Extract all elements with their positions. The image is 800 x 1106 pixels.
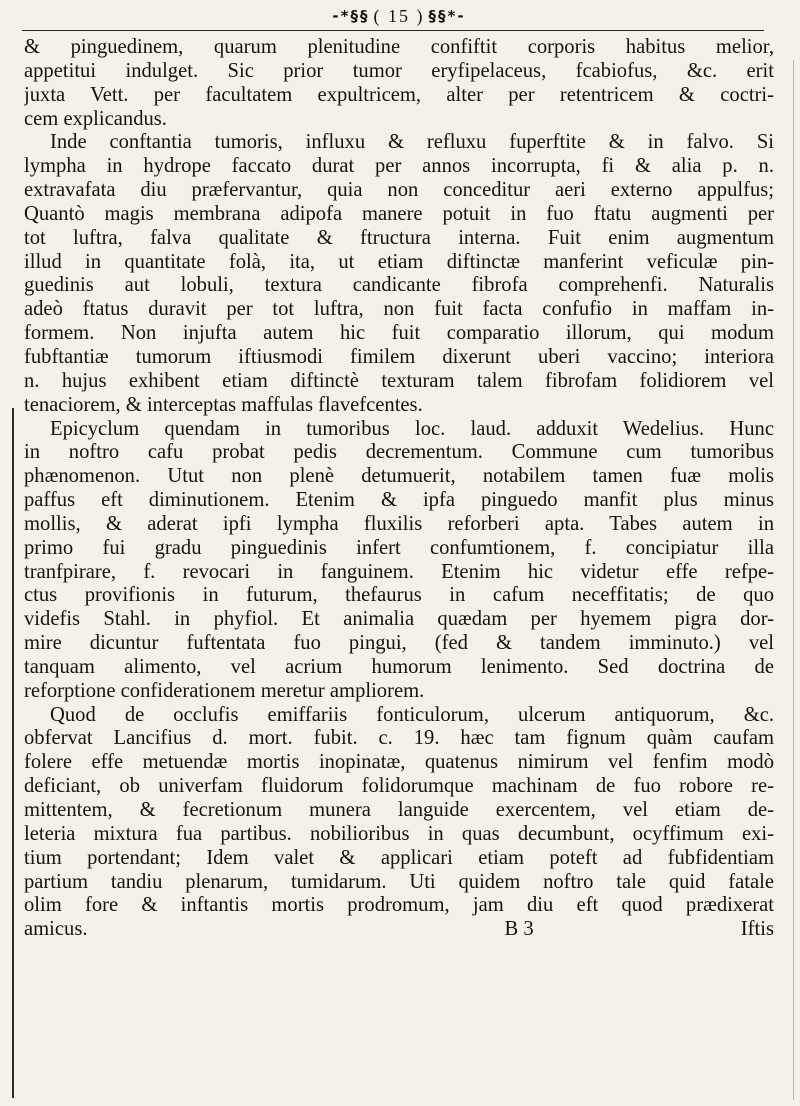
page-number: ( 15 ) (373, 5, 425, 26)
text-line: obfervat Lancifius d. mort. fubit. c. 19. hæc tam fignum quàm caufam (24, 727, 774, 750)
text-line: & pinguedinem, quarum plenitudine confiftit corporis habitus melior, (24, 36, 774, 58)
text-line: mollis, & aderat ipfi lympha fluxilis reforberi apta. Tabes autem in (24, 512, 774, 535)
text-line: cem explicandus. (24, 107, 167, 130)
text-line: videfis Stahl. in phyfiol. Et animalia quædam per hyemem pigra dor- (24, 608, 774, 631)
text-line: Epicyclum quendam in tumoribus loc. laud. adduxit Wedelius. Hunc (50, 417, 774, 440)
page-footer (24, 918, 774, 942)
text-line: tanquam alimento, vel acrium humorum lenimento. Sed doctrina de (24, 655, 774, 678)
text-line: deficiant, ob univerfam fluidorum folidorumque machinam de fuo robore re- (24, 775, 774, 798)
text-line: olim fore & inftantis mortis prodromum, jam diu eft quod prædixerat (24, 894, 774, 917)
text-line: folere effe metuendæ mortis inopinatæ, quatenus nimirum vel fenfim modò (24, 751, 774, 774)
text-line: Quantò magis membrana adipofa manere potuit in fuo ftatu augmenti per (24, 202, 774, 225)
text-line: Inde conftantia tumoris, influxu & refluxu fuperftite & in falvo. Si (50, 131, 774, 154)
catchword: Iftis (740, 918, 774, 941)
text-line: lympha in hydrope faccato durat per annos incorrupta, fi & alia p. n. (24, 155, 774, 178)
text-line: adeò ftatus duravit per tot luftra, non fuit facta confufio in maffam in- (24, 298, 774, 321)
text-line: appetitui indulget. Sic prior tumor eryfipelaceus, fcabiofus, &c. erit (24, 59, 774, 82)
header-ornament-left: -*§§ (332, 7, 370, 25)
signature-mark: B 3 (504, 918, 534, 941)
text-line: n. hujus exhibent etiam diftinctè texturam talem fibrofam folidiorem vel (24, 369, 774, 392)
text-line: Quod de occlufis emiffariis fonticulorum, ulcerum antiquorum, &c. (50, 703, 774, 726)
text-line: partium tandiu plenarum, tumidarum. Uti quidem noftro tale quid fatale (24, 870, 774, 893)
text-line: fubftantiæ tumorum iftiusmodi fimilem dixerunt uberi vaccino; interiora (24, 345, 774, 368)
text-line: in noftro cafu probat pedis decrementum. Commune cum tumoribus (24, 441, 774, 464)
text-line: tenaciorem, & interceptas maffulas flavefcentes. (24, 393, 423, 416)
text-line: mittentem, & fecretionum munera languide exercentem, vel etiam de- (24, 799, 774, 821)
text-line: tranfpirare, f. revocari in fanguinem. Etenim hic videtur effe refpe- (24, 560, 774, 583)
text-line: tot luftra, falva qualitate & ftructura interna. Fuit enim augmentum (24, 226, 774, 249)
body-text (24, 36, 774, 918)
text-line: primo fui gradu pinguedinis infert confumtionem, f. concipiatur illa (24, 536, 774, 559)
text-line: mire dicuntur fuftentata fuo pingui, (fed & tandem imminuto.) vel (24, 632, 774, 655)
page-header (24, 2, 774, 30)
text-line: juxta Vett. per facultatem expultricem, alter per retentricem & coctri- (24, 83, 774, 106)
page-edge (793, 60, 794, 1100)
text-line: phænomenon. Utut non plenè detumuerit, notabilem tamen fuæ molis (24, 465, 774, 488)
text-line: leteria mixtura fua partibus. nobilioribus in quas decumbunt, ocyffimum exi- (24, 822, 774, 845)
header-rule (22, 30, 764, 31)
footer-word: amicus. (24, 918, 88, 941)
text-line: ctus provifionis in futurum, thefaurus in cafum neceffitatis; de quo (24, 584, 774, 607)
text-line: illud in quantitate folà, ita, ut etiam diftinctæ manferint veficulæ pin- (24, 250, 774, 273)
text-line: tium portendant; Idem valet & applicari etiam poteft ad fubfidentiam (24, 846, 774, 869)
text-line: formem. Non injufta autem hic fuit comparatio illorum, qui modum (24, 322, 774, 345)
binding-edge-mark (12, 408, 14, 1098)
text-line: extravafata diu præfervantur, quia non conceditur aeri externo appulfus; (24, 179, 774, 202)
text-line: guedinis aut lobuli, textura candicante fibrofa comprehenfi. Naturalis (24, 274, 774, 297)
header-ornament-right: §§*- (428, 7, 466, 25)
text-line: reforptione confiderationem meretur ampliorem. (24, 679, 425, 702)
text-line: paffus eft diminutionem. Etenim & ipfa pinguedo manfit plus minus (24, 489, 774, 512)
